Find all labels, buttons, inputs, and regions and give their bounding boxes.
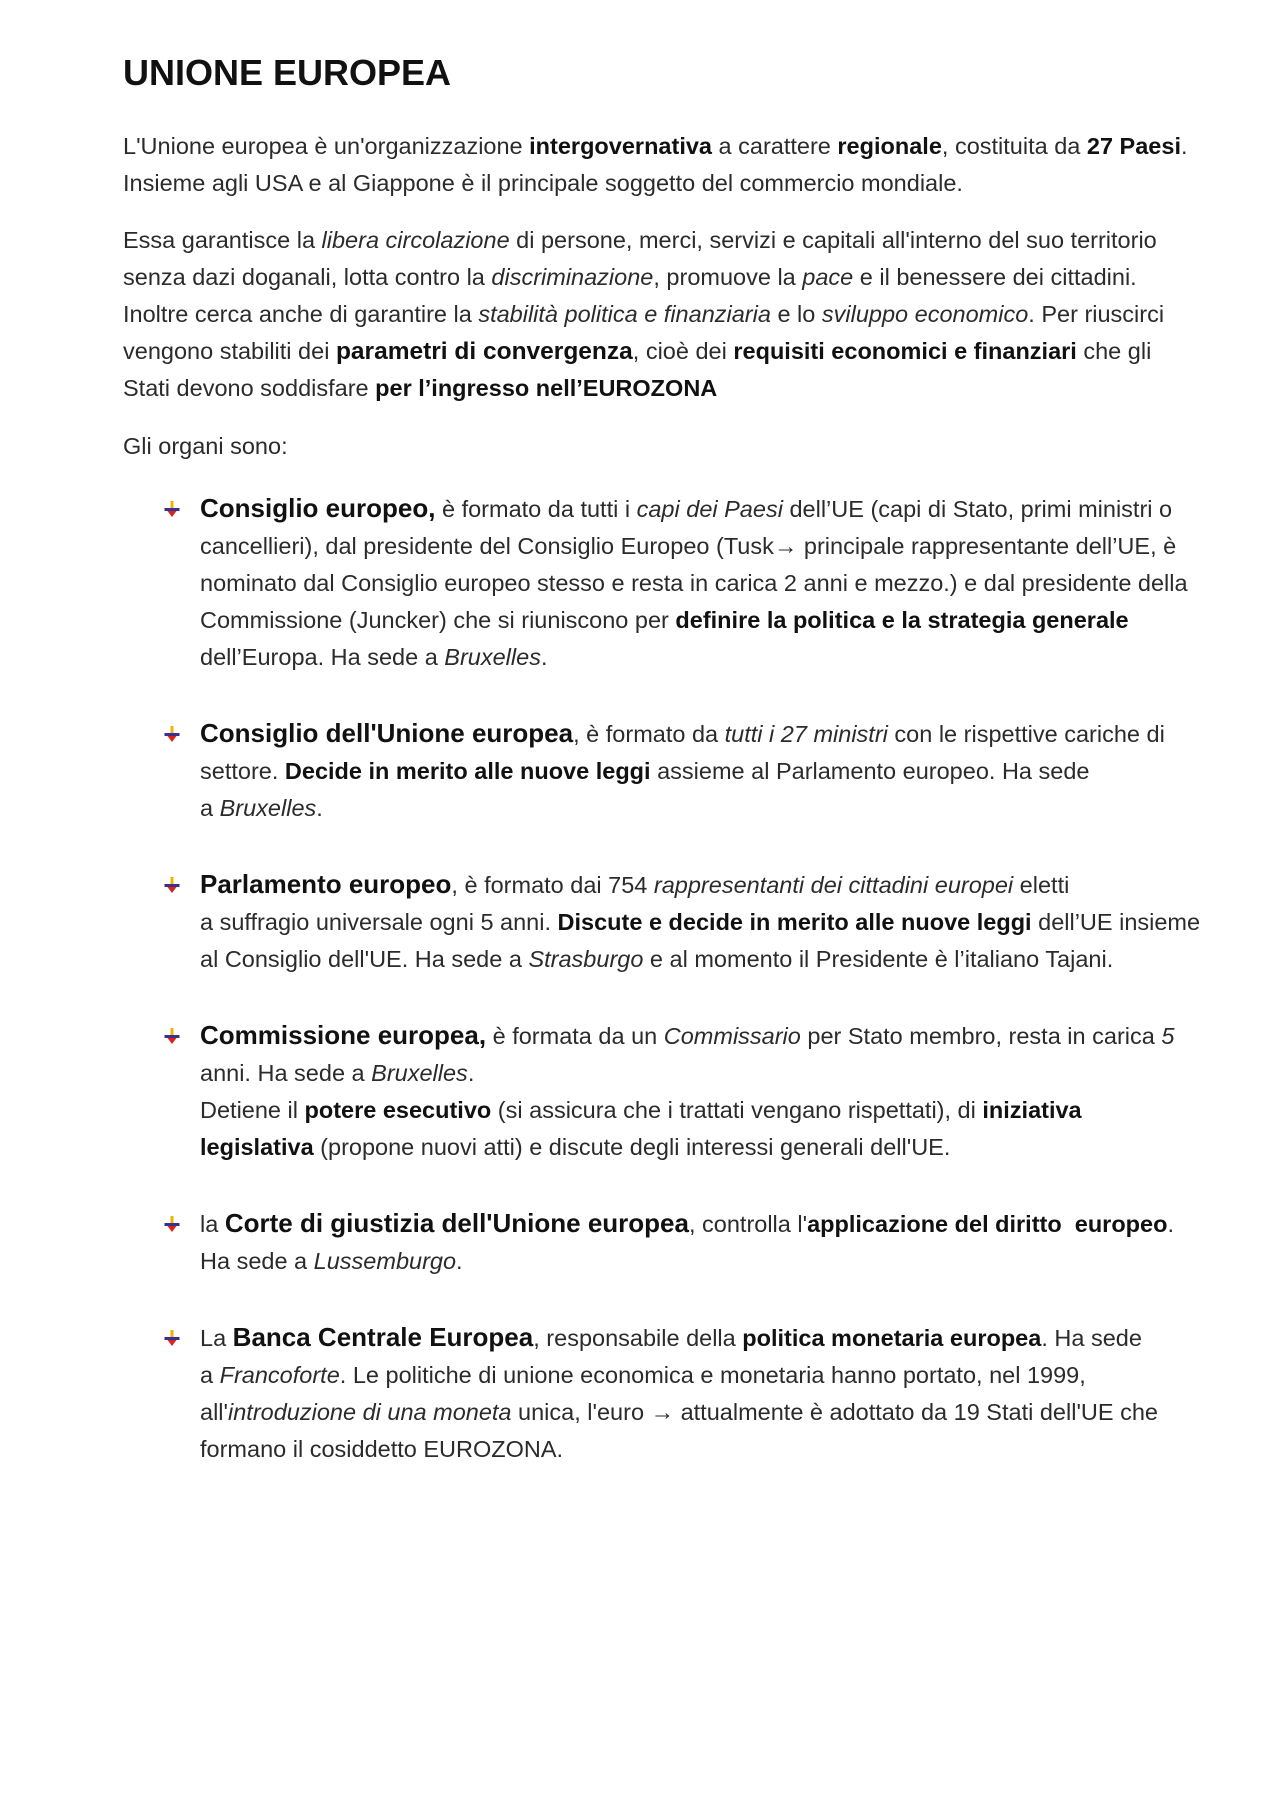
text-line	[123, 259, 1230, 296]
organ-item	[200, 867, 1230, 978]
text-run: assieme al Parlamento europeo. Ha sede	[650, 758, 1090, 784]
text-line	[200, 1357, 1230, 1394]
text-line	[123, 128, 1230, 165]
organ-description	[200, 1018, 1230, 1166]
organ-name: Consiglio europeo,	[200, 493, 436, 523]
italic-text: capi dei Paesi	[636, 496, 783, 522]
organ-description	[200, 867, 1230, 978]
text-line	[200, 1243, 1230, 1280]
text-run: formano il cosiddetto EUROZONA.	[200, 1436, 564, 1462]
bold-text: politica monetaria europea	[742, 1325, 1042, 1351]
text-run: a carattere	[712, 133, 838, 159]
text-run: Insieme agli USA e al Giappone è il principale soggetto del commercio mondiale.	[123, 170, 963, 196]
text-run: Essa garantisce la	[123, 227, 322, 253]
text-run: , responsabile della	[533, 1325, 743, 1351]
text-run: nominato dal Consiglio europeo stesso e resta in carica 2 anni e mezzo.) e dal presidente della	[200, 570, 1188, 596]
text-run: cancellieri), dal presidente del Consiglio Europeo (Tusk→ principale rappresentante dell’UE, è	[200, 533, 1177, 559]
italic-text: Bruxelles	[444, 644, 541, 670]
text-line	[200, 904, 1230, 941]
organs-list	[0, 491, 1280, 1468]
text-line	[200, 1129, 1230, 1166]
text-run: , è formato da	[573, 721, 725, 747]
bold-text: definire la politica e la strategia generale	[675, 607, 1129, 633]
bold-text: Decide in merito alle nuove leggi	[284, 758, 651, 784]
organs-intro-text: Gli organi sono:	[123, 433, 288, 459]
intro-paragraph	[0, 128, 1280, 202]
text-run: e il benessere dei cittadini.	[853, 264, 1137, 290]
text-run: Commissione (Juncker) che si riuniscono per	[200, 607, 676, 633]
text-run: .	[1180, 133, 1188, 159]
italic-text: discriminazione	[491, 264, 654, 290]
arrow-bullet-icon	[163, 1027, 181, 1045]
text-run: settore.	[200, 758, 285, 784]
key-term: parametri di convergenza	[335, 338, 633, 365]
arrow-bullet-icon	[163, 725, 181, 743]
bold-text: 27 Paesi	[1086, 133, 1181, 159]
bold-text: iniziativa	[982, 1097, 1082, 1123]
text-run: con le rispettive cariche di	[887, 721, 1165, 747]
organ-description	[200, 716, 1230, 827]
organ-name: Banca Centrale Europea	[232, 1322, 534, 1352]
italic-text: Strasburgo	[528, 946, 644, 972]
text-line	[123, 222, 1230, 259]
text-run: vengono stabiliti dei	[123, 338, 336, 364]
text-line	[200, 753, 1230, 790]
organ-description	[200, 1206, 1230, 1280]
text-run: , controlla l'	[688, 1211, 808, 1237]
text-run: al Consiglio dell'UE. Ha sede a	[200, 946, 529, 972]
text-line	[200, 639, 1230, 676]
bold-text: per l’ingresso nell’EUROZONA	[375, 375, 718, 401]
text-run: dell’Europa. Ha sede a	[200, 644, 445, 670]
text-run: .	[540, 644, 548, 670]
text-run: (si assicura che i trattati vengano rispettati), di	[491, 1097, 983, 1123]
text-line	[200, 867, 1230, 904]
organ-name: Consiglio dell'Unione europea	[200, 718, 574, 748]
bold-text: regionale	[837, 133, 942, 159]
italic-text: sviluppo economico	[821, 301, 1029, 327]
bold-text: applicazione del diritto europeo	[807, 1211, 1168, 1237]
italic-text: Lussemburgo	[313, 1248, 457, 1274]
text-line	[123, 333, 1230, 370]
organ-name: Commissione europea,	[200, 1020, 487, 1050]
text-line	[200, 1206, 1230, 1243]
text-run: e lo	[770, 301, 822, 327]
text-run: , costituita da	[941, 133, 1087, 159]
text-run: Inoltre cerca anche di garantire la	[123, 301, 479, 327]
organ-item	[200, 1018, 1230, 1166]
text-run: .	[456, 1248, 463, 1274]
arrow-bullet-icon	[163, 1215, 181, 1233]
text-line	[123, 165, 1230, 202]
text-run: eletti	[1013, 872, 1070, 898]
organ-item	[200, 1206, 1230, 1280]
text-run: .	[467, 1060, 475, 1086]
text-run: di persone, merci, servizi e capitali all'interno del suo territorio	[509, 227, 1157, 253]
text-run: , cioè dei	[632, 338, 734, 364]
organ-description	[200, 491, 1230, 676]
text-line	[200, 1018, 1230, 1055]
text-line	[123, 296, 1230, 333]
text-line	[200, 565, 1230, 602]
text-run: anni. Ha sede a	[200, 1060, 372, 1086]
text-run: Detiene il	[200, 1097, 305, 1123]
bold-text: potere esecutivo	[304, 1097, 492, 1123]
text-line	[200, 491, 1230, 528]
italic-text: libera circolazione	[321, 227, 510, 253]
italic-text: introduzione di una moneta	[228, 1399, 512, 1425]
text-run: la	[200, 1211, 225, 1237]
text-line	[200, 1320, 1230, 1357]
organ-item	[200, 1320, 1230, 1468]
text-line	[200, 941, 1230, 978]
text-run: è formata da un	[486, 1023, 664, 1049]
text-line	[200, 1055, 1230, 1092]
bold-text: Discute e decide in merito alle nuove leggi	[557, 909, 1032, 935]
organ-item	[200, 716, 1230, 827]
italic-text: Francoforte	[219, 1362, 340, 1388]
text-run: per Stato membro, resta in carica	[800, 1023, 1162, 1049]
organ-item	[200, 491, 1230, 676]
organ-description	[200, 1320, 1230, 1468]
arrow-bullet-icon	[163, 1329, 181, 1347]
text-run: dell’UE (capi di Stato, primi ministri o	[782, 496, 1173, 522]
text-line	[200, 716, 1230, 753]
italic-text: stabilità politica e finanziaria	[478, 301, 771, 327]
text-line	[200, 1394, 1230, 1431]
arrow-bullet-icon	[163, 876, 181, 894]
italic-text: Commissario	[663, 1023, 801, 1049]
text-run: a	[200, 795, 220, 821]
text-line	[200, 1092, 1230, 1129]
text-line	[200, 1431, 1230, 1468]
goals-paragraph	[0, 222, 1280, 407]
page-title: UNIONE EUROPEA	[123, 52, 452, 93]
italic-text: Bruxelles	[371, 1060, 468, 1086]
text-line	[200, 602, 1230, 639]
text-run: all'	[200, 1399, 228, 1425]
text-run: a suffragio universale ogni 5 anni.	[200, 909, 558, 935]
italic-text: tutti i 27 ministri	[724, 721, 888, 747]
organ-name: Corte di giustizia dell'Unione europea	[224, 1208, 689, 1238]
text-run: . Ha sede	[1041, 1325, 1142, 1351]
text-run: , promuove la	[653, 264, 803, 290]
text-run: e al momento il Presidente è l’italiano Tajani.	[643, 946, 1114, 972]
text-run: Ha sede a	[200, 1248, 314, 1274]
arrow-bullet-icon	[163, 500, 181, 518]
text-run: . Le politiche di unione economica e monetaria hanno portato, nel 1999,	[339, 1362, 1086, 1388]
italic-text: pace	[802, 264, 854, 290]
text-line	[200, 790, 1230, 827]
text-run: .	[1167, 1211, 1174, 1237]
bold-text: requisiti economici e finanziari	[733, 338, 1077, 364]
italic-text: rappresentanti dei cittadini europei	[653, 872, 1014, 898]
text-line	[200, 528, 1230, 565]
bold-text: legislativa	[200, 1134, 314, 1160]
text-run: unica, l'euro → attualmente è adottato da 19 Stati dell'UE che	[511, 1399, 1158, 1425]
text-run: Stati devono soddisfare	[123, 375, 376, 401]
bold-text: intergovernativa	[529, 133, 712, 159]
text-run: , è formato dai 754	[451, 872, 654, 898]
text-run: è formato da tutti i	[435, 496, 637, 522]
text-run: L'Unione europea è un'organizzazione	[123, 133, 530, 159]
text-run: che gli	[1076, 338, 1152, 364]
text-run: (propone nuovi atti) e discute degli interessi generali dell'UE.	[313, 1134, 951, 1160]
italic-text: Bruxelles	[219, 795, 317, 821]
text-run: a	[200, 1362, 220, 1388]
text-run: senza dazi doganali, lotta contro la	[123, 264, 492, 290]
italic-text: 5	[1161, 1023, 1175, 1049]
text-run: La	[200, 1325, 233, 1351]
text-line	[123, 370, 1230, 407]
text-run: dell’UE insieme	[1031, 909, 1201, 935]
text-run: . Per riuscirci	[1028, 301, 1165, 327]
text-run: .	[316, 795, 323, 821]
organ-name: Parlamento europeo	[200, 869, 452, 899]
